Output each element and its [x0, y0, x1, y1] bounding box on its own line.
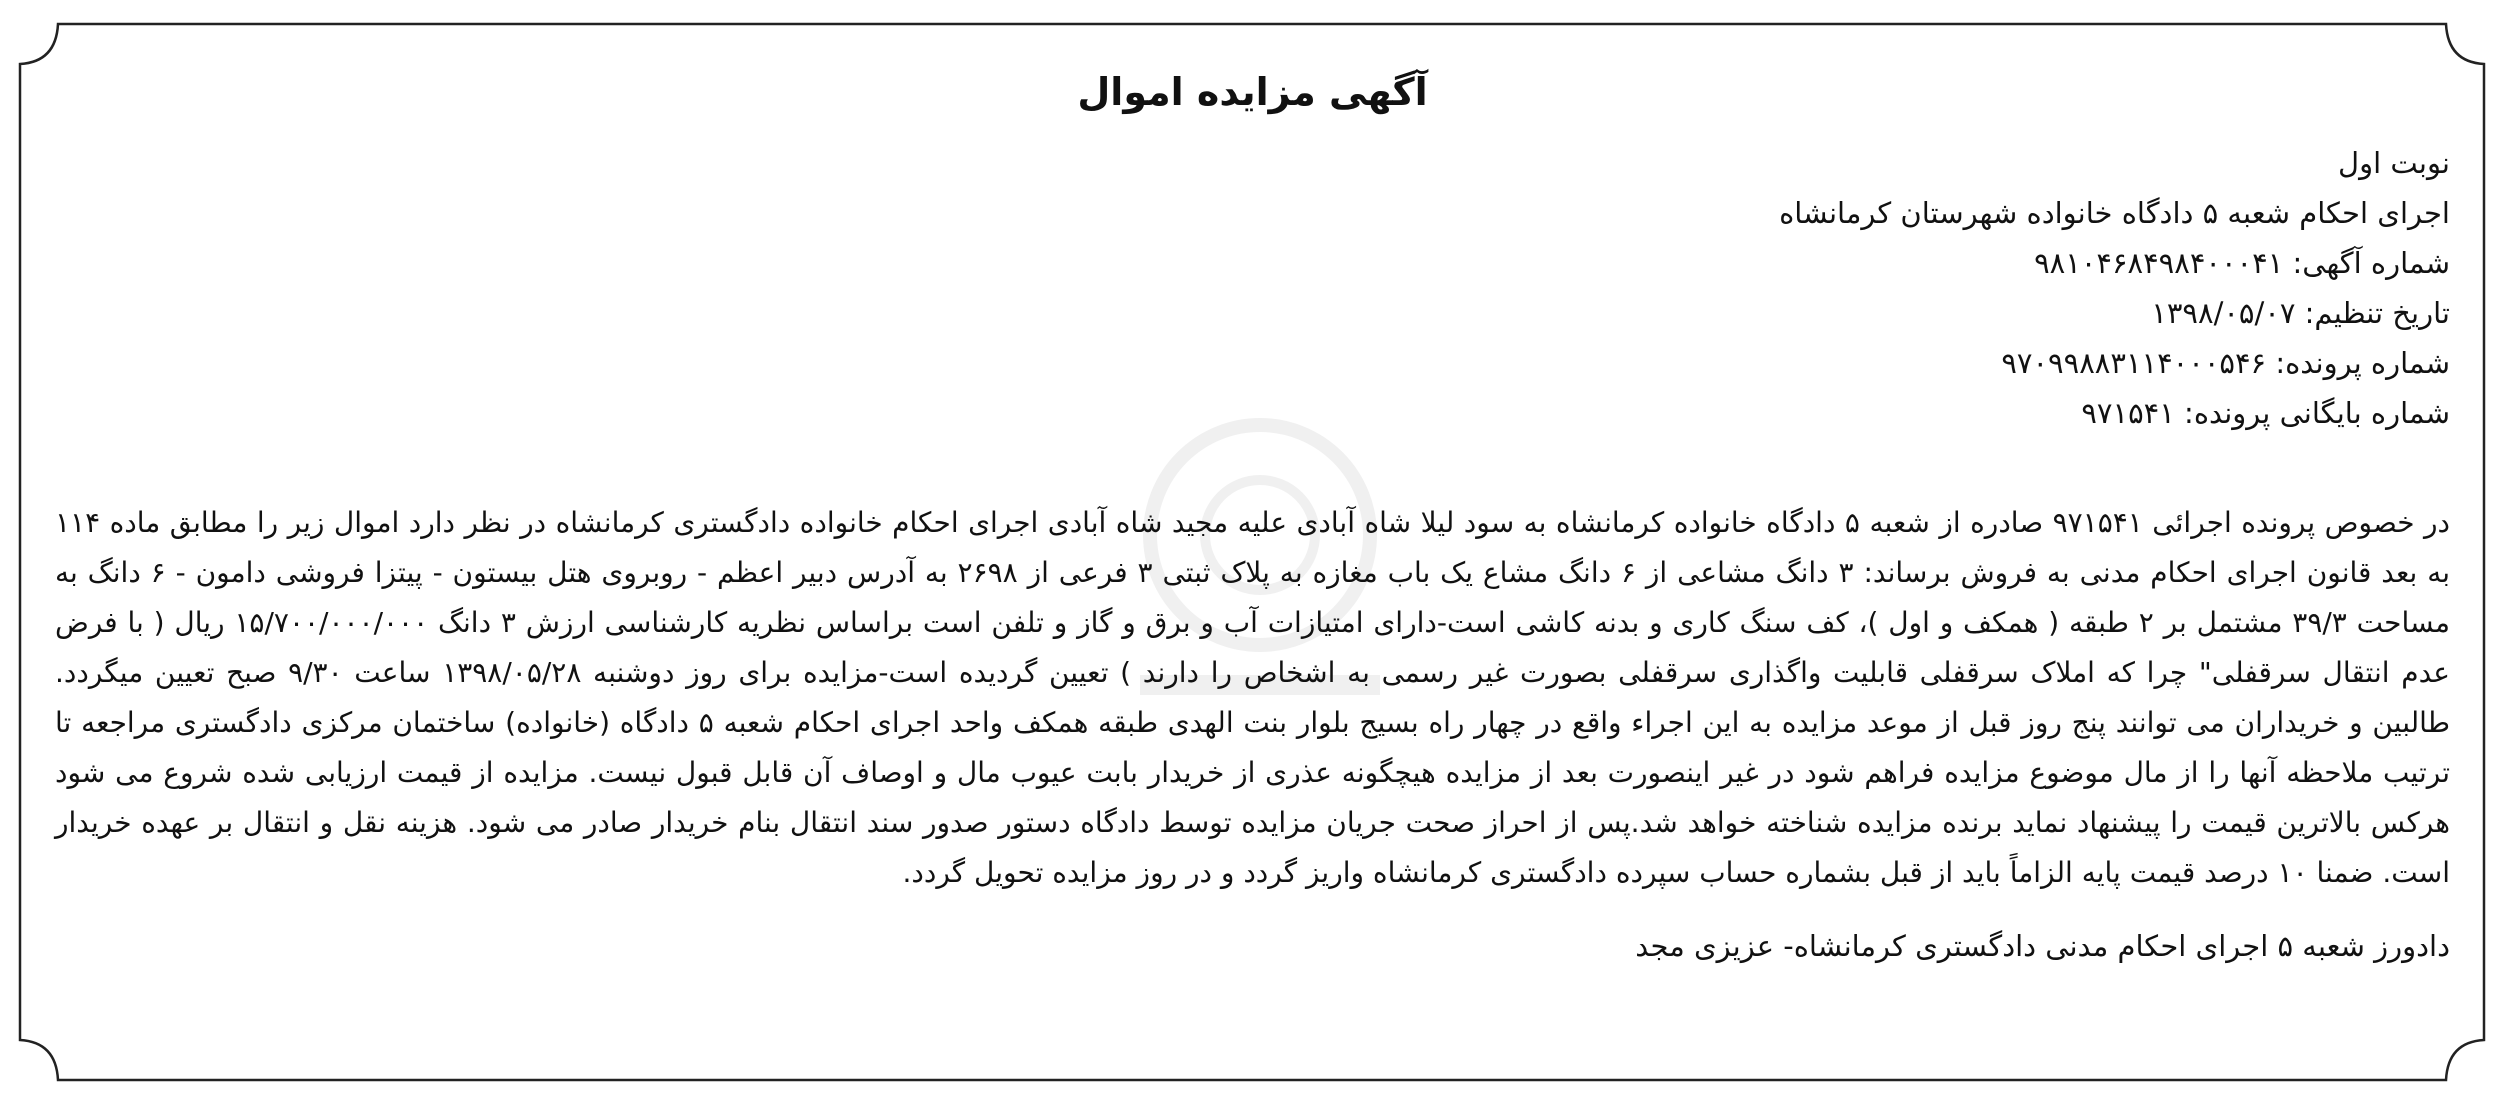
notice-body: در خصوص پرونده اجرائی ۹۷۱۵۴۱ صادره از شعبه ۵ دادگاه خانواده کرمانشاه به سود لیلا شاه آبادی علیه مجید شاه آبادی اجرای احکام خانواده دادگستری کرمانشاه در نظر دارد اموال زیر را مطابق ماده ۱۱۴ به بعد قانون اجرای احکام مدنی به فروش برساند: ۳ دانگ مشاعی از ۶ دانگ مشاع یک باب مغازه به پلاک ثبتی ۳ فرعی از ۲۶۹۸ به آدرس دبیر اعظم - روبروی هتل بیستون - پیتزا فروشی دامون - ۶ دانگ به مساحت ۳۹/۳ مشتمل بر ۲ طبقه ( همکف و اول )، کف سنگ کاری و بدنه کاشی است-دارای امتیازات آب و برق و گاز و تلفن است براساس نظریه کارشناسی ارزش ۳ دانگ ۱۵/۷۰۰/۰۰۰/۰۰۰ ریال ( با فرض عدم انتقال سرقفلی" چرا که املاک سرقفلی قابلیت واگذاری سرقفلی بصورت غیر رسمی به اشخاص را دارند ) تعیین گردیده است-مزایده برای روز دوشنبه ۱۳۹۸/۰۵/۲۸ ساعت ۹/۳۰ صبح تعیین میگردد. طالبین و خریداران می توانند پنج روز قبل از موعد مزایده به این اجراء واقع در چهار راه بسیج بلوار بنت الهدی طبقه همکف واحد اجرای احکام شعبه ۵ دادگاه (خانواده) ساختمان مرکزی دادگستری مراجعه تا ترتیب ملاحظه آنها را از مال موضوع مزایده فراهم شود در غیر اینصورت بعد از مزایده هیچگونه عذری از خریدار بابت عیوب مال و اوصاف آن قابل قبول نیست. مزایده از قیمت ارزیابی شده شروع می شود هرکس بالاترین قیمت را پیشنهاد نماید برنده مزایده شناخته خواهد شد.پس از احراز صحت جریان مزایده توسط دادگاه دستور صدور سند انتقال بنام خریدار صادر می شود. هزینه نقل و انتقال بر عهده خریدار است. ضمنا ۱۰ درصد قیمت پایه الزاماً باید از قبل بشماره حساب سپرده دادگستری کرمانشاه واریز گردد و در روز مزایده تحویل گردد. — [55, 506, 2451, 889]
issue-date: تاریخ تنظیم: ۱۳۹۸/۰۵/۰۷ — [2151, 296, 2450, 330]
archive-number: شماره بایگانی پرونده: ۹۷۱۵۴۱ — [2081, 396, 2450, 430]
notice-issuer: اجرای احکام شعبه ۵ دادگاه خانواده شهرستان کرمانشاه — [1779, 196, 2450, 230]
notice-round: نوبت اول — [2338, 146, 2450, 180]
notice-title: آگهی مزایده اموال — [1077, 70, 1428, 114]
notice-signature: دادورز شعبه ۵ اجرای احکام مدنی دادگستری کرمانشاه- عزیزی مجد — [1635, 929, 2450, 963]
spacer — [55, 438, 2450, 498]
ad-number: شماره آگهی: ۹۸۱۰۴۶۸۴۹۸۴۰۰۰۴۱ — [2034, 246, 2450, 280]
notice-content — [55, 40, 2450, 972]
case-number: شماره پرونده: ۹۷۰۹۹۸۸۳۱۱۴۰۰۰۵۴۶ — [2001, 346, 2450, 380]
